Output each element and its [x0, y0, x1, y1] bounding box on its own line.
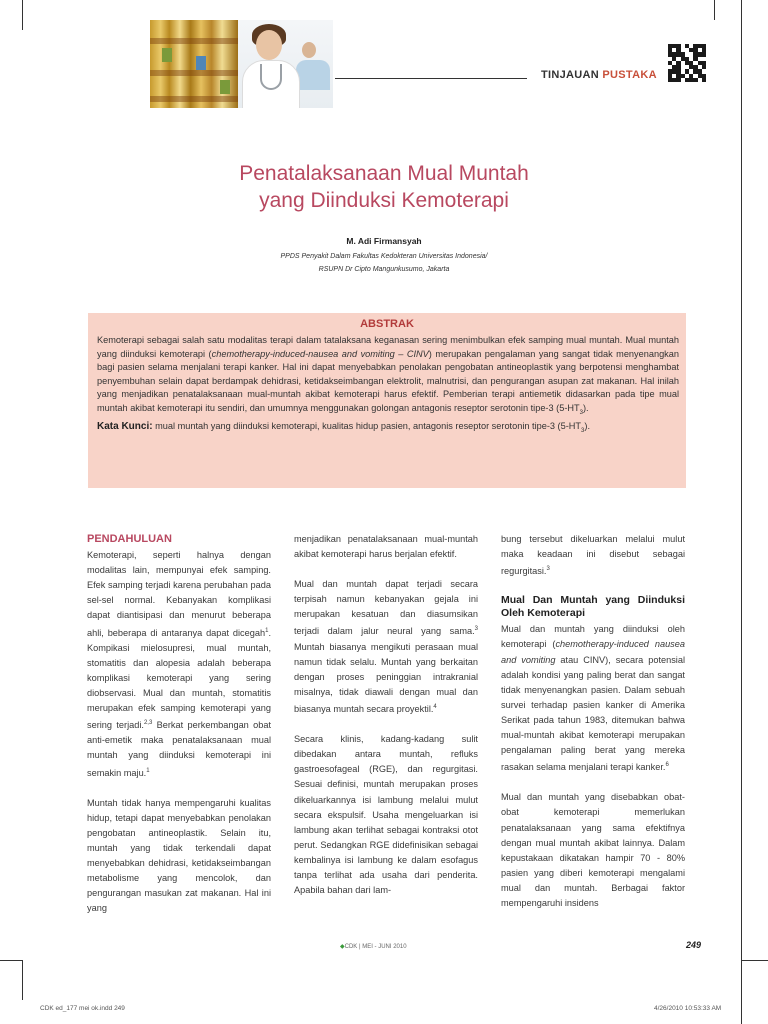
header-rule — [335, 78, 527, 79]
keywords-text: mual muntah yang diinduksi kemoterapi, kualitas hidup pasien, antagonis reseptor serotonin tipe-3 (5-HT — [152, 420, 582, 431]
abstract-text-italic: chemotherapy-induced-nausea and vomiting – CINV — [211, 348, 429, 359]
text-run: Kemoterapi, seperti halnya dengan modalitas lain, mempunyai efek samping. Efek samping terjadi karena perubahan pada sel-sel normal. Kebanyakan komplikasi dapat diantisipasi dan menurut beberapa ahli, beberapa di antaranya dapat dicegah — [87, 550, 271, 638]
keywords-label: Kata Kunci: — [97, 420, 153, 432]
section-word-pustaka: PUSTAKA — [602, 69, 657, 81]
keywords-end: ). — [584, 420, 591, 431]
text-run: Mual dan muntah yang diinduksi oleh kemoterapi ( — [501, 624, 685, 650]
crop-mark — [0, 960, 22, 961]
article-title — [120, 160, 648, 214]
paragraph: Mual dan muntah yang disebabkan obat-obat kemoterapi memerlukan penatalaksanaan yang sama efektifnya dengan mual muntah akibat lainnya. Dalam kepustakaan dikatakan hampir 70 - 80% pasien yang diberi kemoterapi mengalami mual dan muntah. Berbagai faktor mempengaruhi insidens — [501, 792, 685, 908]
keywords-subscript: 3 — [581, 427, 585, 434]
heading-pendahuluan: PENDAHULUAN — [87, 533, 172, 545]
title-line-2: yang Diinduksi Kemoterapi — [259, 189, 509, 212]
paragraph: menjadikan penatalaksanaan mual-muntah akibat kemoterapi harus berjalan efektif. — [294, 534, 478, 560]
author-affiliation — [120, 250, 648, 276]
body-column-2 — [294, 532, 478, 913]
title-line-1: Penatalaksanaan Mual Muntah — [239, 162, 529, 185]
section-word-tinjauan: TINJAUAN — [541, 69, 600, 81]
qr-code-icon — [668, 44, 706, 82]
paragraph — [501, 622, 685, 775]
paragraph: Muntah tidak hanya mempengaruhi kualitas hidup, tetapi dapat menyebabkan penolakan pengobatan antineoplastik. Selain itu, muntah yang tidak terkendali dapat menyebabkan dehidrasi, ketidakseimbangan metabolisme yang mencolok, dan pengurangan masukan zat makanan. Hal ini yang — [87, 797, 271, 914]
heading-mual-muntah: Mual Dan Muntah yang Diinduksi Oleh Kemoterapi — [501, 594, 685, 620]
text-run: atau CINV), secara potensial adalah kondisi yang paling berat dan sangat tidak menyenangkan pasien. Dalam sebuah survei terhadap pasien kanker di Amerika Serikat pada tahun 1983, ditemukan bahwa mual-muntah akibat kemoterapi merupakan pengalaman paling berat yang mereka rasakan selama menjalani terapi kanker. — [501, 654, 686, 773]
citation: 4 — [433, 704, 437, 710]
abstract-text-c: ). — [582, 402, 589, 413]
abstract-body — [97, 334, 679, 438]
text-italic: chemotherapy-induced nausea and vomiting — [501, 639, 685, 665]
citation: 6 — [665, 762, 669, 769]
affiliation-line-2: RSUPN Dr Cipto Mangunkusumo, Jakarta — [318, 266, 450, 273]
section-label — [541, 69, 657, 81]
footer-journal — [340, 943, 407, 950]
leaf-icon: ◆ — [340, 944, 345, 950]
author-name: M. Adi Firmansyah — [346, 236, 422, 246]
body-column-3 — [501, 532, 685, 926]
text-run: . Kompikasi mielosupresi, mual muntah, stomatitis dan alopesia adalah beberapa komplikasi kemoterapi yang sering diobservasi. Mual dan muntah, stomatitis merupakan efek samping kemoterapi yang sering terjadi. — [87, 627, 271, 731]
crop-mark — [741, 960, 768, 961]
text-run: Muntah biasanya mengikuti perasaan mual namun tidak selalu. Muntah yang berkaitan dengan proses peninggian intrakranial misalnya, tidak diawali dengan mual dan biasanya muntah secara proyektil. — [294, 641, 478, 715]
text-run: Berkat perkembangan obat anti-emetik maka penatalaksanaan mual muntah yang diinduksi kemoterapi ini semakin maju. — [87, 720, 271, 778]
citation: 2,3 — [143, 720, 153, 727]
citation: 1 — [146, 767, 150, 774]
text-run: bung tersebut dikeluarkan melalui mulut maka keadaan ini disebut sebagai regurgitasi. — [501, 534, 685, 577]
crop-mark — [741, 0, 742, 1024]
body-column-1 — [87, 532, 271, 931]
abstract-text-b: ) merupakan pengalaman yang sangat tidak menyenangkan bagi pasien selama menjalani terapi kanker. Hal ini dapat menyebabkan penolakan pengobatan antineoplastik yang berpotensi menghambat penyembuhan selain dapat berdampak dehidrasi, ketidakseimbangan elektrolit, malnutrisi, dan pengurangan asupan zat makanan. Hal inilah yang menjadikan penatalaksanaan mual-muntah akibat kemoterapi harus efektif. Pemberian terapi antiemetik didasarkan pada tipe mual muntah akibat kemoterapi itu sendiri, dan umumnya menggunakan golongan antagonis reseptor serotonin tipe-3 (5-HT — [97, 348, 679, 413]
footer-separator: | — [358, 944, 361, 950]
print-slug-file: CDK ed_177 mei ok.indd 249 — [40, 1005, 125, 1012]
footer-journal-name: CDK — [344, 944, 358, 950]
footer-issue: MEI - JUNI 2010 — [362, 944, 407, 950]
header-photo-folders — [150, 20, 238, 108]
crop-mark — [714, 0, 715, 20]
print-slug-date: 4/26/2010 10:53:33 AM — [654, 1005, 722, 1012]
crop-mark — [22, 960, 23, 1000]
crop-mark — [22, 0, 23, 30]
header-photo-doctor — [238, 20, 333, 108]
page-number: 249 — [686, 940, 702, 950]
text-run: Mual dan muntah dapat terjadi secara terpisah namun kebanyakan gejala ini merupakan kesatuan dan diasumsikan terjadi dalam jalur neural yang sama. — [294, 579, 478, 637]
affiliation-line-1: PPDS Penyakit Dalam Fakultas Kedokteran Universitas Indonesia/ — [280, 253, 488, 260]
abstract-heading: ABSTRAK — [360, 318, 414, 330]
abstract-subscript: 3 — [579, 409, 583, 416]
paragraph: Secara klinis, kadang-kadang sulit dibedakan antara muntah, refluks gastroesofageal (RGE), dan regurgitasi. Sesuai definisi, muntah merupakan proses dikeluarkannya isi lambung melalui mulut secara ekspulsif. Usaha mengeluarkan isi lambung akan terlihat sebagai kontraksi otot perut. Sedangkan RGE didefinisikan sebagai kembalinya isi lambung ke dalam esofagus tanpa terlihat ada usaha dari penderita. Apabila bahan dari lam- — [294, 734, 478, 896]
citation: 3 — [474, 626, 478, 633]
citation: 1 — [265, 627, 269, 634]
abstract-text-a: Kemoterapi sebagai salah satu modalitas terapi dalam tatalaksana keganasan sering menimbulkan efek samping mual muntah. Mual muntah yang diinduksi kemoterapi ( — [97, 335, 679, 359]
paragraph — [501, 532, 685, 579]
citation: 3 — [546, 566, 550, 573]
paragraph — [294, 577, 478, 717]
paragraph — [87, 548, 271, 781]
